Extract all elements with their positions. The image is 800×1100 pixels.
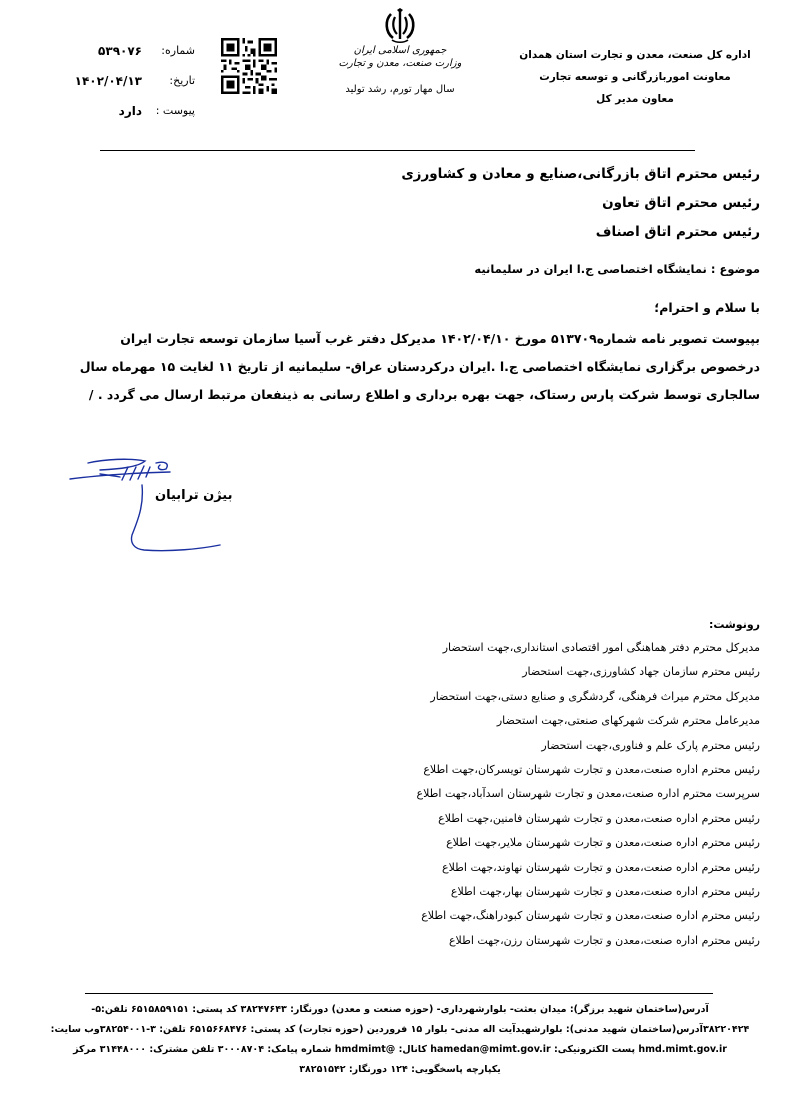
emblem-text-country: جمهوری اسلامی ایران [353,45,447,56]
body-line-1: بپیوست تصویر نامه شماره۵۱۳۷۰۹ مورخ ۱۴۰۲/۰۴/۱۰ مدیرکل دفتر غرب آسیا سازمان توسعه تجارت ایران [120,331,760,346]
iran-emblem-icon [383,8,417,44]
cc-item: رئیس محترم اداره صنعت،معدن و تجارت شهرستان ملایر،جهت اطلاع [446,836,760,850]
letter-body [55,325,760,409]
letter-meta [55,36,195,126]
number-row [55,36,195,66]
cc-item: رئیس محترم اداره صنعت،معدن و تجارت شهرستان تویسرکان،جهت اطلاع [423,763,760,777]
footer-contact [10,1000,790,1080]
cc-item: رئیس محترم اداره صنعت،معدن و تجارت شهرستان نهاوند،جهت اطلاع [442,860,760,874]
header-divider [100,150,695,151]
cc-list [417,636,760,953]
greeting: با سلام و احترام؛ [654,300,760,315]
date-label: تاریخ: [169,74,195,87]
footer-line-2: ۳۸۲۲۰۴۲۴آدرس(ساختمان شهید مدنی): بلوارشهیدآیت اله مدنی- بلوار ۱۵ فروردین (حوزه تجارت) کد پستی: ۶۵۱۵۶۶۸۴۷۶ تلفن: ۳-۳۸۲۵۴۰۰۱وب سایت: [50,1024,750,1035]
number-label: شماره: [161,44,195,57]
cc-item: رئیس محترم پارک علم و فناوری،جهت استحضار [541,738,760,752]
cc-item: مدیرعامل محترم شرکت شهرکهای صنعتی،جهت استحضار [496,714,760,728]
handwritten-signature [60,455,230,565]
cc-item: رئیس محترم اداره صنعت،معدن و تجارت شهرستان کبودراهنگ،جهت اطلاع [421,909,760,923]
cc-item: رئیس محترم اداره صنعت،معدن و تجارت شهرستان فامنین،جهت اطلاع [438,811,760,825]
addressee-list [401,160,760,247]
signer-name: بیژن ترابیان [155,488,233,503]
cc-item: مدیرکل محترم میراث فرهنگی، گردشگری و صنایع دستی،جهت استحضار [430,689,760,703]
emblem-block [320,8,480,95]
addressee-3: رئیس محترم اتاق اصناف [595,224,760,240]
letter-number: ۵۳۹۰۷۶ [98,44,142,58]
addressee-1: رئیس محترم اتاق بازرگانی،صنایع و معادن و کشاورزی [401,166,760,182]
cc-item: رئیس محترم سازمان جهاد کشاورزی،جهت استحضار [522,665,760,679]
footer-line-4: یکپارچه پاسخگویی: ۱۲۴ دورنگار: ۳۸۲۵۱۵۴۲ [299,1064,501,1075]
addressee-2: رئیس محترم اتاق تعاون [602,195,760,211]
org-line-2: معاونت اموربازرگانی و توسعه تجارت [539,71,731,83]
attachment-value: دارد [118,104,142,118]
attachment-label: پیوست : [155,104,195,117]
organization-header [505,44,765,110]
footer-line-1: آدرس(ساختمان شهید برزگر): میدان بعثت- بلوارشهرداری- (حوزه صنعت و معدن) دورنگار: ۳۸۲۴۷۶۴۳ کد پستی: ۶۵۱۵۸۵۹۱۵۱ تلفن:۵- [91,1004,709,1015]
year-slogan: سال مهار تورم، رشد تولید [345,84,455,95]
cc-item: رئیس محترم اداره صنعت،معدن و تجارت شهرستان بهار،جهت اطلاع [450,885,760,899]
cc-item: سرپرست محترم اداره صنعت،معدن و تجارت شهرستان اسدآباد،جهت اطلاع [416,787,760,801]
body-line-2: درخصوص برگزاری نمایشگاه اختصاصی ج.ا .ایران درکردستان عراق- سلیمانیه از تاریخ ۱۱ لغایت ۱۵ مهرماه سال [79,359,760,374]
cc-item: رئیس محترم اداره صنعت،معدن و تجارت شهرستان رزن،جهت اطلاع [448,933,760,947]
body-line-3: سالجاری توسط شرکت پارس رستاک، جهت بهره برداری و اطلاع رسانی به ذینفعان مرتبط ارسال می گردد . / [88,387,760,402]
footer-divider [85,993,713,994]
qr-code-icon [221,38,277,94]
org-line-1: اداره کل صنعت، معدن و تجارت استان همدان [519,49,751,61]
letter-subject: موضوع : نمایشگاه اختصاصی ج.ا ایران در سلیمانیه [474,262,760,276]
letter-date: ۱۴۰۲/۰۴/۱۳ [74,74,142,88]
cc-item: مدیرکل محترم دفتر هماهنگی امور اقتصادی استانداری،جهت استحضار [442,641,760,654]
cc-title: رونوشت: [708,618,760,631]
org-line-3: معاون مدیر کل [596,93,674,105]
emblem-text-ministry: وزارت صنعت، معدن و تجارت [338,58,462,69]
attachment-row [55,96,195,126]
footer-line-3: hmd.mimt.gov.ir پست الکترونیکی: hamedan@mimt.gov.ir کانال: @hmdmimt شماره پیامک: ۳۰۰۰۸۷۰۴ تلفن مشترک: ۳۱۴۴۸۰۰۰ مرکز [73,1044,727,1055]
date-row [55,66,195,96]
